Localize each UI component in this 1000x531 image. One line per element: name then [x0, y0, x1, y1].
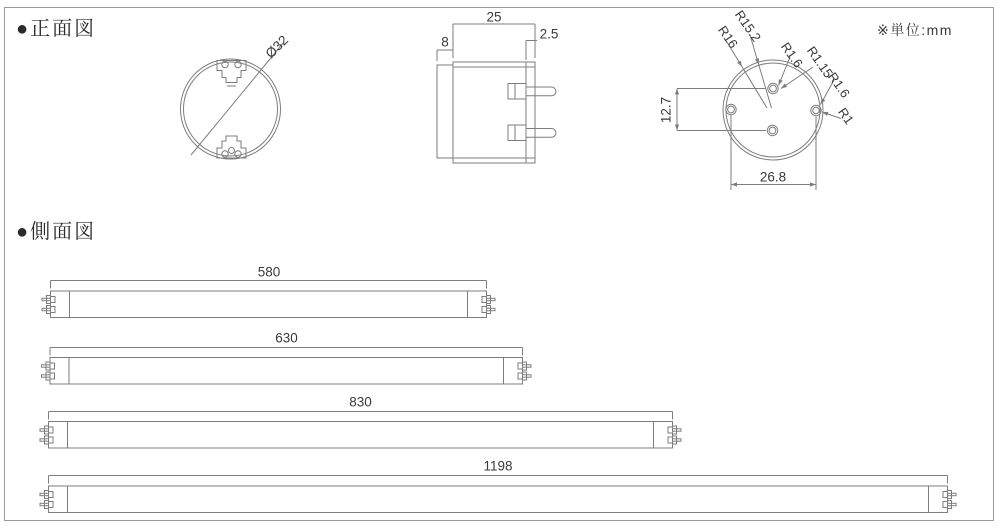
dim-label-tube-length-830: 830 [349, 394, 372, 410]
tube-830-drawing [40, 412, 681, 449]
dim-8-lines [437, 50, 453, 61]
cap-inner-block [437, 65, 453, 158]
dim-25-lines [453, 24, 535, 58]
dim-12-7-lines [675, 89, 766, 131]
side-view-heading: ●側面図 [16, 221, 97, 243]
cap-inner-circle [726, 63, 820, 157]
dim-label-top-pin-outer-radius: R1.6 [777, 39, 807, 71]
tube-inner-circle [184, 62, 278, 156]
tube-830-body [49, 422, 673, 449]
dim-label-tube-length-630: 630 [275, 330, 298, 346]
dim-label-outer-radius: R16 [715, 22, 741, 51]
dim-label-cap-flange: 2.5 [539, 25, 559, 41]
dim-label-tube-diameter: Ø32 [262, 32, 292, 62]
upper-pin-profile [508, 84, 556, 100]
dim-label-right-pin-outer-radius: R1.6 [824, 69, 854, 101]
dim-label-pin-row-offset: 12.7 [658, 96, 674, 123]
tube-1198-drawing [40, 476, 956, 513]
front-view-heading: ●正面図 [16, 18, 97, 40]
tube-outer-circle [181, 59, 281, 159]
dim-label-right-pin-inner-radius: R1 [835, 104, 857, 128]
tube-580-body [51, 291, 487, 318]
cap-pin-holes [726, 83, 821, 135]
dim-label-tube-length-580: 580 [257, 263, 281, 279]
dim-label-cap-depth: 8 [441, 34, 449, 50]
dim-label-inner-radius: R15.2 [731, 7, 765, 45]
dim-label-tube-length-1198: 1198 [483, 458, 513, 474]
tube-580-drawing [42, 281, 495, 318]
tube-630-drawing [42, 348, 532, 385]
top-socket-detail [217, 61, 246, 87]
dim-label-pin-spacing: 26.8 [759, 169, 787, 185]
end-cap-profile [437, 24, 556, 163]
unit-note: ※単位:mm [877, 22, 953, 38]
dim-label-top-pin-inner-radius: R1.15 [803, 43, 837, 81]
dim-label-cap-width: 25 [486, 8, 502, 24]
cap-body [453, 62, 535, 163]
cap-outer-circle [723, 60, 823, 160]
lower-pin-profile [508, 125, 556, 141]
tube-630-body [50, 358, 523, 385]
tube-cross-section [181, 42, 285, 159]
tube-1198-body [49, 486, 948, 513]
